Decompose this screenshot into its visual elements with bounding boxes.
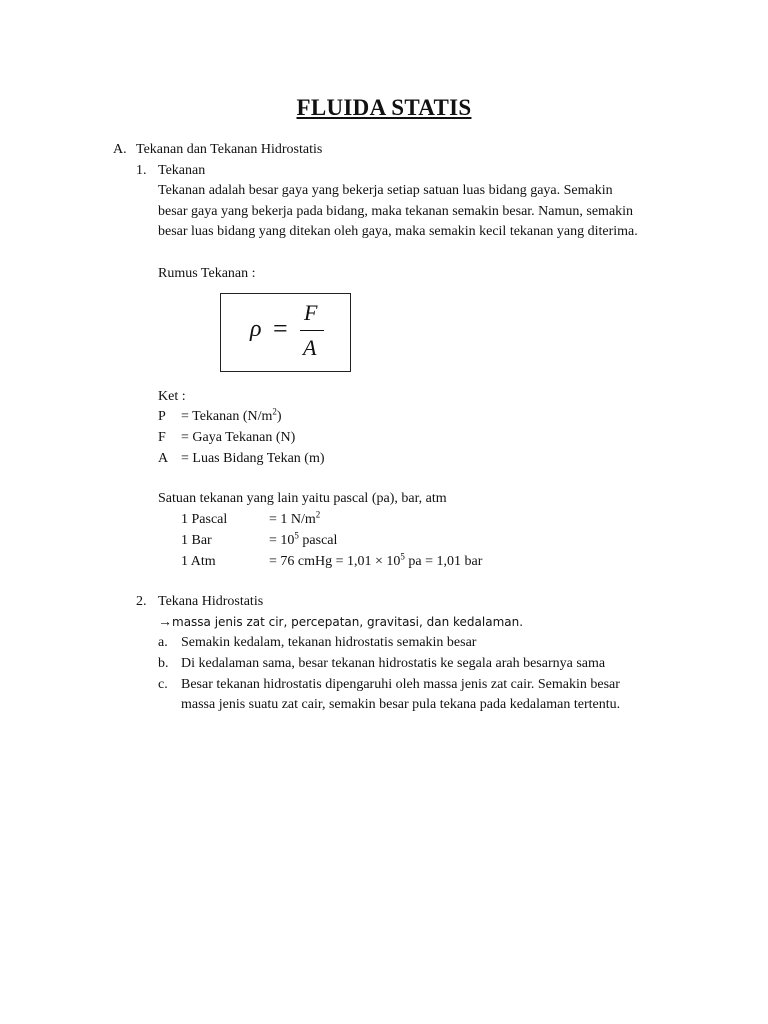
ket-description: = Tekanan $(N/m^2)$ (181, 406, 282, 424)
item1-heading: Tekanan (158, 163, 206, 178)
ket-symbol: F (158, 430, 166, 445)
units-intro: Satuan tekanan yang lain yaitu pascal (pa), bar, atm (158, 491, 447, 506)
point-text: massa jenis suatu zat cair, semakin besar pula tekana pada kedalaman tertentu. (181, 697, 621, 712)
formula-lhs: ρ (250, 316, 262, 342)
item1-marker: 1. (136, 163, 147, 178)
arrow-text: massa jenis zat cir, percepatan, gravitasi, dan kedalaman. (172, 615, 524, 629)
item2-heading: Tekana Hidrostatis (158, 594, 264, 609)
paragraph-line: Tekanan adalah besar gaya yang bekerja setiap satuan luas bidang gaya. Semakin (158, 183, 613, 198)
unit-value: = 76 cmHg = $1,01 \times 10^5$ pa = 1,01 bar (269, 551, 483, 569)
ket-label: Ket : (158, 389, 186, 404)
paragraph-line: besar gaya yang bekerja pada bidang, maka tekanan semakin besar. Namun, semakin (158, 204, 634, 219)
formula-denominator: A (303, 335, 317, 360)
unit-name: 1 Bar (181, 533, 212, 548)
page-title: FLUIDA STATIS (296, 95, 472, 120)
arrow-line (158, 613, 523, 632)
point-marker: a. (158, 635, 168, 650)
unit-name: 1 Pascal (181, 512, 228, 527)
unit-name: 1 Atm (181, 554, 216, 569)
section-a-marker: A. (113, 142, 127, 157)
ket-description: = Luas Bidang Tekan (m) (181, 451, 325, 466)
point-marker: c. (158, 677, 168, 692)
point-text: Semakin kedalam, tekanan hidrostatis semakin besar (181, 635, 477, 650)
point-text: Di kedalaman sama, besar tekanan hidrostatis ke segala arah besarnya sama (181, 656, 606, 671)
formula-numerator: F (304, 300, 318, 325)
formula-equals: = (273, 314, 288, 343)
ket-symbol: P (158, 409, 166, 424)
point-text: Besar tekanan hidrostatis dipengaruhi oleh massa jenis zat cair. Semakin besar (181, 677, 620, 692)
unit-value: = $10^5$ pascal (269, 530, 338, 548)
point-marker: b. (158, 656, 169, 671)
formula-label: Rumus Tekanan : (158, 266, 256, 281)
unit-value: = 1 $N/m^2$ (269, 509, 321, 527)
section-a-heading: Tekanan dan Tekanan Hidrostatis (136, 142, 323, 157)
ket-symbol: A (158, 451, 169, 466)
paragraph-line: besar luas bidang yang ditekan oleh gaya, maka semakin kecil tekanan yang diterima. (158, 224, 638, 239)
item2-marker: 2. (136, 594, 147, 609)
fraction-bar (300, 330, 324, 331)
formula-box (220, 293, 351, 372)
right-arrow-icon: → (158, 615, 172, 630)
ket-description: = Gaya Tekanan (N) (181, 430, 296, 445)
